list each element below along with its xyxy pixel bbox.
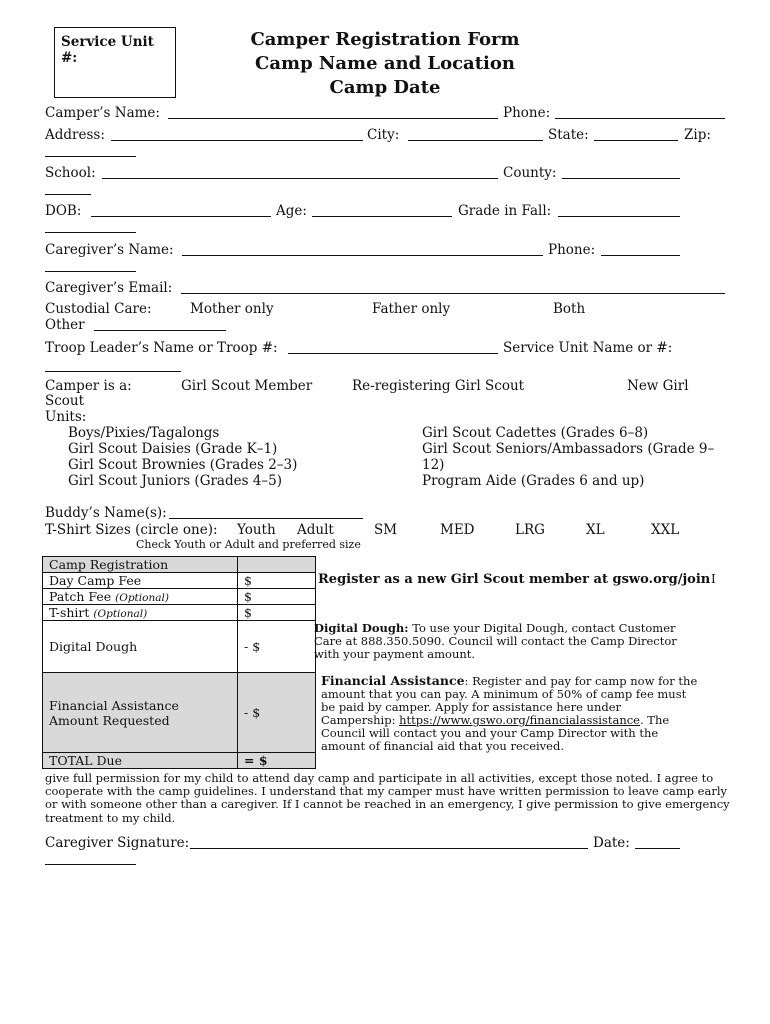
date-field-cont[interactable] — [45, 864, 136, 865]
tshirt-size-med[interactable]: MED — [440, 522, 475, 538]
tshirt-fee-amount[interactable]: $ — [238, 605, 316, 621]
digital-dough-amount[interactable]: - $ — [238, 621, 316, 673]
form-title — [210, 28, 560, 100]
digital-dough-label: Digital Dough — [43, 621, 238, 673]
tshirt-adult-option[interactable]: Adult — [297, 522, 334, 538]
unit-option[interactable]: Girl Scout Cadettes (Grades 6–8) — [422, 425, 649, 441]
unit-option[interactable]: Program Aide (Grades 6 and up) — [422, 473, 645, 489]
school-field[interactable] — [102, 178, 498, 179]
zip-label: Zip: — [684, 127, 711, 143]
digital-dough-note-text: To use your Digital Dough, contact Customer Care at 888.350.5090. Council will contact the Camp Director with your payment amount. — [314, 621, 677, 661]
state-label: State: — [548, 127, 589, 143]
county-label: County: — [503, 165, 557, 181]
address-label: Address: — [45, 127, 105, 143]
tshirt-size-sm[interactable]: SM — [374, 522, 398, 538]
caregiver-signature-field[interactable] — [190, 848, 588, 849]
new-girl-option[interactable]: New Girl — [627, 378, 689, 394]
girl-scout-member-option[interactable]: Girl Scout Member — [181, 378, 313, 394]
total-due-amount[interactable]: = $ — [238, 753, 316, 769]
caregiver-signature-label: Caregiver Signature: — [45, 835, 190, 851]
register-note: Register as a new Girl Scout member at gswo.org/join — [318, 572, 711, 587]
financial-assistance-note — [321, 674, 699, 753]
tshirt-label: T-Shirt Sizes (circle one): — [45, 522, 218, 538]
tshirt-note: Check Youth or Adult and preferred size — [136, 538, 361, 551]
custodial-care-label: Custodial Care: — [45, 301, 152, 317]
title-line-1: Camper Registration Form — [250, 29, 520, 50]
age-field[interactable] — [312, 216, 452, 217]
unit-option[interactable]: Girl Scout Seniors/Ambassadors (Grade 9– — [422, 441, 715, 457]
fee-table-header-empty — [238, 557, 316, 573]
financial-note-heading: Financial Assistance — [321, 673, 465, 688]
day-camp-fee-amount[interactable]: $ — [238, 573, 316, 589]
school-label: School: — [45, 165, 96, 181]
reregistering-option[interactable]: Re-registering Girl Scout — [352, 378, 525, 394]
financial-assistance-amount[interactable]: - $ — [238, 673, 316, 753]
patch-fee-label: Patch Fee — [49, 589, 112, 604]
service-unit-box[interactable] — [54, 27, 176, 98]
tshirt-size-xxl[interactable]: XXL — [651, 522, 680, 538]
service-unit-name-field[interactable] — [45, 371, 181, 372]
caregivers-email-label: Caregiver’s Email: — [45, 280, 173, 296]
digital-dough-note — [314, 622, 694, 661]
buddy-field[interactable] — [169, 518, 363, 519]
buddy-label: Buddy’s Name(s): — [45, 505, 167, 521]
day-camp-fee-label: Day Camp Fee — [43, 573, 238, 589]
service-unit-name-label: Service Unit Name or #: — [503, 340, 673, 356]
grade-in-fall-field[interactable] — [558, 216, 680, 217]
financial-assistance-link[interactable]: https://www.gswo.org/financialassistance — [399, 713, 640, 727]
financial-note-text-1: : Register and pay for camp now for the amount that you can pay. A minimum of 50% of camp fee must be paid by camper. Apply for assistance here under Campership: — [321, 674, 698, 727]
unit-option[interactable]: Boys/Pixies/Tagalongs — [68, 425, 220, 441]
fee-table — [42, 556, 316, 769]
patch-fee-optional: (Optional) — [115, 592, 169, 604]
grade-field-cont[interactable] — [45, 232, 136, 233]
tshirt-fee-cell — [43, 605, 238, 621]
grade-in-fall-label: Grade in Fall: — [458, 203, 552, 219]
father-only-option[interactable]: Father only — [372, 301, 451, 317]
campers-name-field[interactable] — [168, 118, 498, 119]
troop-leader-label: Troop Leader’s Name or Troop #: — [45, 340, 278, 356]
camper-is-label: Camper is a: — [45, 378, 132, 394]
financial-assistance-cell — [43, 673, 238, 753]
patch-fee-cell — [43, 589, 238, 605]
permission-statement: give full permission for my child to attend day camp and participate in all activities, except those noted. I agree to cooperate with the camp guidelines. I understand that my camper must have written permission to leave camp early or with someone other than a caregiver. If I cannot be reached in an emergency, I give permission to give emergency treatment to my child. — [45, 771, 730, 825]
unit-option[interactable]: Girl Scout Juniors (Grades 4–5) — [68, 473, 283, 489]
date-label: Date: — [593, 835, 630, 851]
fee-table-header: Camp Registration — [43, 557, 238, 573]
phone-field[interactable] — [555, 118, 725, 119]
unit-option-cont: 12) — [422, 457, 445, 473]
caregiver-phone-field[interactable] — [601, 255, 680, 256]
caregivers-name-label: Caregiver’s Name: — [45, 242, 174, 258]
caregiver-phone-label: Phone: — [548, 242, 596, 258]
state-field[interactable] — [594, 140, 678, 141]
tshirt-fee-label: T-shirt — [49, 605, 90, 620]
caregivers-name-field[interactable] — [182, 255, 543, 256]
county-field[interactable] — [562, 178, 680, 179]
both-option[interactable]: Both — [553, 301, 586, 317]
troop-leader-field[interactable] — [288, 353, 498, 354]
patch-fee-amount[interactable]: $ — [238, 589, 316, 605]
phone-label: Phone: — [503, 105, 551, 121]
county-field-cont[interactable] — [45, 194, 91, 195]
service-unit-label: Service Unit — [61, 34, 154, 50]
city-field[interactable] — [408, 140, 543, 141]
unit-option[interactable]: Girl Scout Brownies (Grades 2–3) — [68, 457, 298, 473]
caregivers-email-field[interactable] — [181, 293, 725, 294]
unit-option[interactable]: Girl Scout Daisies (Grade K–1) — [68, 441, 278, 457]
campers-name-label: Camper’s Name: — [45, 105, 160, 121]
other-option[interactable]: Other — [45, 317, 85, 333]
dob-label: DOB: — [45, 203, 82, 219]
mother-only-option[interactable]: Mother only — [190, 301, 274, 317]
tshirt-youth-option[interactable]: Youth — [237, 522, 276, 538]
address-field[interactable] — [111, 140, 363, 141]
new-girl-option-cont: Scout — [45, 393, 85, 409]
amount-requested-label: Amount Requested — [49, 712, 170, 728]
stray-i: I — [711, 572, 716, 586]
age-label: Age: — [276, 203, 307, 219]
city-label: City: — [367, 127, 400, 143]
caregiver-phone-field-cont[interactable] — [45, 271, 136, 272]
financial-assistance-label: Financial Assistance — [49, 697, 179, 713]
tshirt-size-xl[interactable]: XL — [586, 522, 605, 538]
tshirt-fee-optional: (Optional) — [93, 608, 148, 620]
service-unit-number-label: #: — [61, 50, 78, 66]
units-label: Units: — [45, 409, 87, 425]
date-field[interactable] — [635, 848, 680, 849]
title-line-2: Camp Name and Location — [255, 53, 515, 74]
dob-field[interactable] — [91, 216, 271, 217]
other-field[interactable] — [94, 330, 226, 331]
total-due-label: TOTAL Due — [43, 753, 238, 769]
digital-dough-note-heading: Digital Dough: — [314, 621, 409, 635]
financial-note-text-2: . The Council will contact you and your Camp Director with the amount of financial aid that you received. — [321, 713, 670, 753]
tshirt-size-lrg[interactable]: LRG — [515, 522, 545, 538]
zip-field[interactable] — [45, 156, 136, 157]
title-line-3: Camp Date — [329, 77, 441, 98]
